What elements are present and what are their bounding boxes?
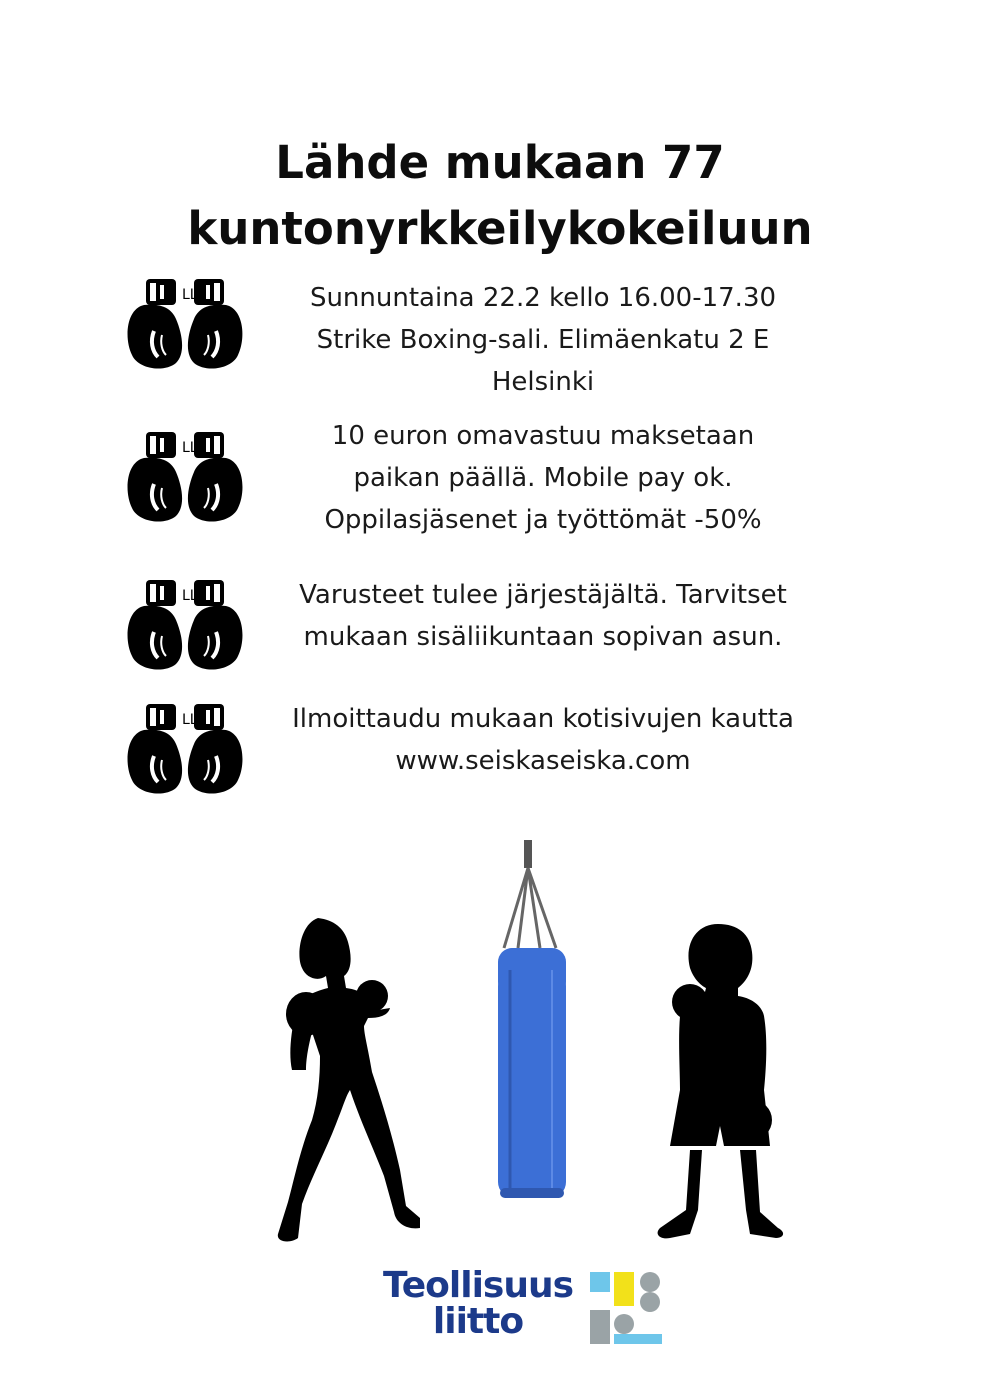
logo-line-1: Teollisuus <box>382 1265 574 1306</box>
svg-text:LL: LL <box>182 588 198 604</box>
page-title <box>0 130 1000 262</box>
info-line: Strike Boxing-sali. Elimäenkatu 2 E <box>316 325 770 355</box>
info-line: mukaan sisäliikuntaan sopivan asun. <box>303 622 783 652</box>
info-text-2 <box>270 415 816 541</box>
info-line: Sunnuntaina 22.2 kello 16.00-17.30 <box>309 283 777 313</box>
boxing-gloves-icon <box>124 428 246 528</box>
info-line: Helsinki <box>491 367 595 397</box>
info-line: Varusteet tulee järjestäjältä. Tarvitset <box>299 580 787 610</box>
female-boxer-silhouette <box>278 918 420 1241</box>
info-text-1 <box>270 277 816 403</box>
svg-text:LL: LL <box>182 287 198 303</box>
boxing-gloves-icon <box>124 275 246 375</box>
punching-bag <box>498 840 566 1198</box>
title-line-1: Lähde mukaan 77 <box>275 136 725 190</box>
info-text-3 <box>270 574 816 658</box>
boxing-gloves-icon <box>124 576 246 676</box>
info-line: paikan päällä. Mobile pay ok. <box>353 463 733 493</box>
male-boxer-silhouette <box>658 924 783 1238</box>
info-line: Oppilasjäsenet ja työttömät -50% <box>324 505 762 535</box>
logo-mark-icon <box>590 1272 662 1344</box>
logo-wordmark <box>378 1265 578 1342</box>
info-text-4 <box>270 698 816 782</box>
svg-text:LL: LL <box>182 440 198 456</box>
logo-line-2: liitto <box>432 1301 524 1342</box>
boxing-scene-illustration <box>0 820 1000 1260</box>
boxing-gloves-icon <box>124 700 246 800</box>
svg-text:LL: LL <box>182 712 198 728</box>
info-line: www.seiskaseiska.com <box>395 746 691 776</box>
teollisuusliitto-logo <box>378 1265 668 1350</box>
info-line: 10 euron omavastuu maksetaan <box>331 421 755 451</box>
info-line: Ilmoittaudu mukaan kotisivujen kautta <box>292 704 794 734</box>
title-line-2: kuntonyrkkeilykokeiluun <box>187 202 813 256</box>
